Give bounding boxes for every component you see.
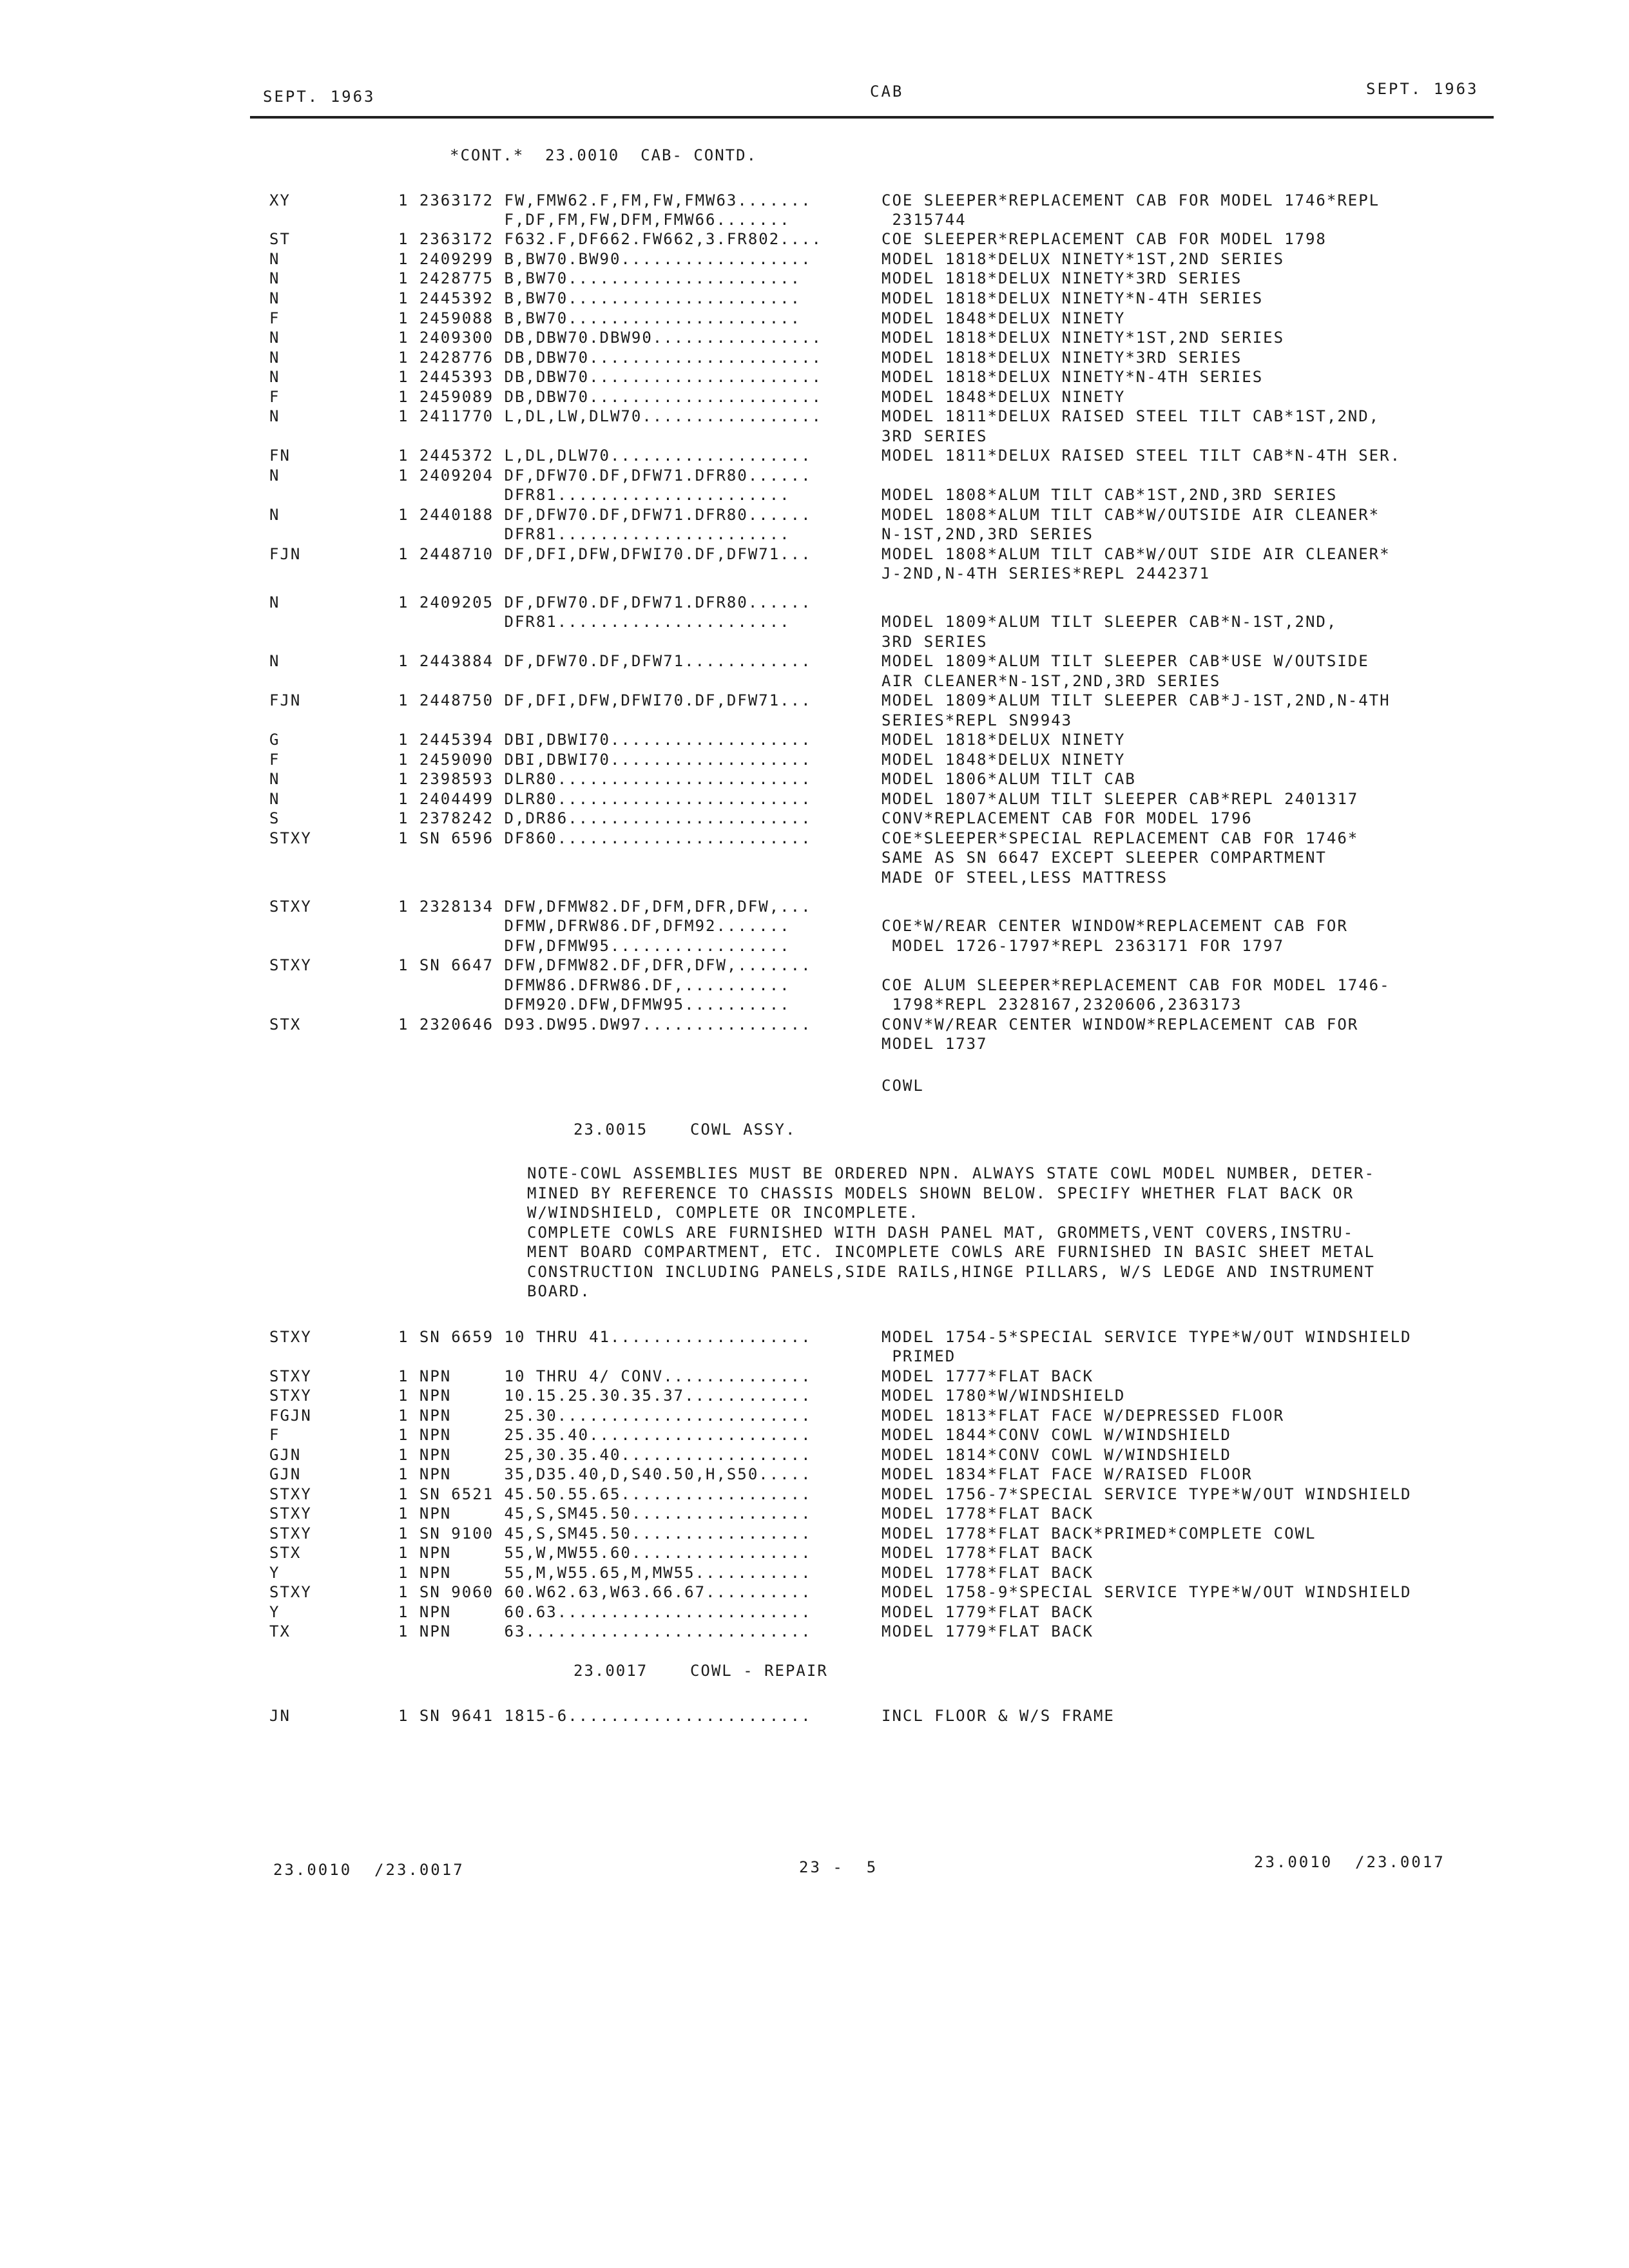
model-code: F — [269, 1426, 280, 1444]
model-code: N — [269, 407, 280, 425]
model-code: XY — [269, 191, 291, 209]
part-description: MODEL 1848*DELUX NINETY — [882, 309, 1126, 327]
part-description: 3RD SERIES — [882, 427, 988, 445]
part-description: MODEL 1807*ALUM TILT SLEEPER CAB*REPL 2401317 — [882, 790, 1359, 808]
model-code: F — [269, 388, 280, 406]
model-code: F — [269, 309, 280, 327]
part-description: MODEL 1778*FLAT BACK — [882, 1504, 1094, 1523]
part-description: MODEL 1779*FLAT BACK — [882, 1622, 1094, 1640]
page-number: 23 - 5 — [799, 1858, 878, 1876]
part-number: 1 NPN 10.15.25.30.35.37............ — [398, 1387, 812, 1405]
part-number: 1 2445393 DB,DBW70...................... — [398, 368, 822, 386]
model-code: F — [269, 751, 280, 769]
part-number: 1 NPN 35,D35.40,D,S40.50,H,S50..... — [398, 1465, 812, 1483]
part-number: 1 2328134 DFW,DFMW82.DF,DFM,DFR,DFW,... — [398, 898, 812, 916]
model-code: N — [269, 770, 280, 788]
part-description: MODEL 1818*DELUX NINETY*1ST,2ND SERIES — [882, 250, 1285, 268]
model-code: ST — [269, 230, 291, 248]
part-number: 1 2320646 D93.DW95.DW97................ — [398, 1015, 812, 1033]
part-number: DFMW86.DFRW86.DF,.......... — [398, 976, 791, 994]
model-code: S — [269, 809, 280, 827]
part-description: MODEL 1811*DELUX RAISED STEEL TILT CAB*1ST,2ND, — [882, 407, 1380, 425]
model-code: N — [269, 289, 280, 307]
part-description: MODEL 1778*FLAT BACK*PRIMED*COMPLETE COWL — [882, 1524, 1316, 1542]
part-number: 1 2459089 DB,DBW70...................... — [398, 388, 822, 406]
section-heading: *CONT.* 23.0010 CAB- CONTD. — [450, 146, 758, 164]
footer-range-right: 23.0010 /23.0017 — [1254, 1853, 1445, 1871]
header-date-left: SEPT. 1963 — [263, 88, 376, 106]
part-description: COE SLEEPER*REPLACEMENT CAB FOR MODEL 1746*REPL — [882, 191, 1380, 209]
part-description: CONV*REPLACEMENT CAB FOR MODEL 1796 — [882, 809, 1253, 827]
part-description: COE*SLEEPER*SPECIAL REPLACEMENT CAB FOR 1746* — [882, 829, 1359, 847]
part-number: 1 NPN 60.63........................ — [398, 1603, 812, 1621]
part-description: COE*W/REAR CENTER WINDOW*REPLACEMENT CAB FOR — [882, 917, 1348, 935]
part-description: MODEL 1737 — [882, 1035, 988, 1053]
part-description: MODEL 1818*DELUX NINETY*3RD SERIES — [882, 349, 1242, 367]
part-description: MODEL 1818*DELUX NINETY*N-4TH SERIES — [882, 289, 1264, 307]
part-description: 1798*REPL 2328167,2320606,2363173 — [882, 995, 1242, 1014]
model-code: STXY — [269, 829, 312, 847]
model-code: STXY — [269, 1367, 312, 1385]
part-number: F,DF,FM,FW,DFM,FMW66....... — [398, 211, 791, 229]
part-description: MADE OF STEEL,LESS MATTRESS — [882, 869, 1168, 887]
part-description: MODEL 1809*ALUM TILT SLEEPER CAB*USE W/OUTSIDE — [882, 652, 1369, 670]
model-code: N — [269, 466, 280, 485]
part-number: 1 2409205 DF,DFW70.DF,DFW71.DFR80...... — [398, 593, 812, 611]
part-description: MODEL 1754-5*SPECIAL SERVICE TYPE*W/OUT WINDSHIELD — [882, 1328, 1412, 1346]
part-description: SERIES*REPL SN9943 — [882, 711, 1073, 729]
part-number: DFR81...................... — [398, 525, 791, 543]
model-code: JN — [269, 1707, 291, 1725]
part-number: 1 2409300 DB,DBW70.DBW90................ — [398, 329, 822, 347]
part-number: 1 NPN 25.30........................ — [398, 1407, 812, 1425]
part-description: MODEL 1778*FLAT BACK — [882, 1544, 1094, 1562]
part-number: 1 2459090 DBI,DBWI70................... — [398, 751, 812, 769]
part-number: DFMW,DFRW86.DF,DFM92....... — [398, 917, 791, 935]
part-number: 1 2445392 B,BW70...................... — [398, 289, 802, 307]
note-line: CONSTRUCTION INCLUDING PANELS,SIDE RAILS,HINGE PILLARS, W/S LEDGE AND INSTRUMENT — [527, 1263, 1375, 1281]
part-number: 1 2409299 B,BW70.BW90.................. — [398, 250, 812, 268]
part-number: 1 2398593 DLR80........................ — [398, 770, 812, 788]
part-number: 1 2409204 DF,DFW70.DF,DFW71.DFR80...... — [398, 466, 812, 485]
part-description: MODEL 1811*DELUX RAISED STEEL TILT CAB*N-4TH SER. — [882, 447, 1402, 465]
part-number: 1 2411770 L,DL,LW,DLW70................. — [398, 407, 822, 425]
part-number: 1 2459088 B,BW70...................... — [398, 309, 802, 327]
part-description: MODEL 1779*FLAT BACK — [882, 1603, 1094, 1621]
note-line: NOTE-COWL ASSEMBLIES MUST BE ORDERED NPN. ALWAYS STATE COWL MODEL NUMBER, DETER- — [527, 1164, 1375, 1182]
part-description: COE ALUM SLEEPER*REPLACEMENT CAB FOR MODEL 1746- — [882, 976, 1391, 994]
model-code: N — [269, 329, 280, 347]
part-description: N-1ST,2ND,3RD SERIES — [882, 525, 1094, 543]
part-number: DFR81...................... — [398, 486, 791, 504]
section-heading: 23.0017 COWL - REPAIR — [574, 1662, 828, 1680]
part-number: 1 SN 6596 DF860........................ — [398, 829, 812, 847]
part-description: MODEL 1848*DELUX NINETY — [882, 751, 1126, 769]
part-number: 1 SN 9060 60.W62.63,W63.66.67.......... — [398, 1583, 812, 1601]
part-description: MODEL 1844*CONV COWL W/WINDSHIELD — [882, 1426, 1231, 1444]
part-description: CONV*W/REAR CENTER WINDOW*REPLACEMENT CAB FOR — [882, 1015, 1359, 1033]
part-number: 1 NPN 63........................... — [398, 1622, 812, 1640]
part-number: 1 SN 9641 1815-6....................... — [398, 1707, 812, 1725]
model-code: N — [269, 269, 280, 287]
model-code: STXY — [269, 1583, 312, 1601]
part-number: 1 2445372 L,DL,DLW70................... — [398, 447, 812, 465]
model-code: STXY — [269, 1485, 312, 1503]
header-section-title: CAB — [870, 82, 904, 101]
part-description: MODEL 1818*DELUX NINETY*3RD SERIES — [882, 269, 1242, 287]
part-description: SAME AS SN 6647 EXCEPT SLEEPER COMPARTMENT — [882, 849, 1327, 867]
model-code: STXY — [269, 1387, 312, 1405]
model-code: Y — [269, 1564, 280, 1582]
part-description: MODEL 1813*FLAT FACE W/DEPRESSED FLOOR — [882, 1407, 1285, 1425]
part-description: AIR CLEANER*N-1ST,2ND,3RD SERIES — [882, 672, 1221, 690]
part-number: 1 NPN 55,M,W55.65,M,MW55........... — [398, 1564, 812, 1582]
note-line: W/WINDSHIELD, COMPLETE OR INCOMPLETE. — [527, 1204, 920, 1222]
model-code: STX — [269, 1544, 302, 1562]
model-code: STXY — [269, 956, 312, 974]
part-number: 1 SN 6647 DFW,DFMW82.DF,DFR,DFW,....... — [398, 956, 812, 974]
note-line: COMPLETE COWLS ARE FURNISHED WITH DASH PANEL MAT, GROMMETS,VENT COVERS,INSTRU- — [527, 1224, 1354, 1242]
part-description: MODEL 1777*FLAT BACK — [882, 1367, 1094, 1385]
part-description: MODEL 1809*ALUM TILT SLEEPER CAB*N-1ST,2ND, — [882, 613, 1338, 631]
part-description: MODEL 1818*DELUX NINETY*N-4TH SERIES — [882, 368, 1264, 386]
part-description: MODEL 1808*ALUM TILT CAB*1ST,2ND,3RD SERIES — [882, 486, 1338, 504]
part-description: COE SLEEPER*REPLACEMENT CAB FOR MODEL 1798 — [882, 230, 1327, 248]
part-description: MODEL 1808*ALUM TILT CAB*W/OUTSIDE AIR CLEANER* — [882, 506, 1380, 524]
part-number: 1 2445394 DBI,DBWI70................... — [398, 731, 812, 749]
model-code: FJN — [269, 691, 302, 709]
part-number: 1 NPN 55,W,MW55.60................. — [398, 1544, 812, 1562]
part-number: DFW,DFMW95................. — [398, 937, 791, 955]
model-code: N — [269, 652, 280, 670]
part-number: 1 2363172 FW,FMW62.F,FM,FW,FMW63....... — [398, 191, 812, 209]
model-code: N — [269, 593, 280, 611]
part-number: 1 NPN 25.35.40..................... — [398, 1426, 812, 1444]
note-line: MINED BY REFERENCE TO CHASSIS MODELS SHOWN BELOW. SPECIFY WHETHER FLAT BACK OR — [527, 1184, 1354, 1202]
part-description: MODEL 1818*DELUX NINETY — [882, 731, 1126, 749]
model-code: GJN — [269, 1446, 302, 1464]
note-line: MENT BOARD COMPARTMENT, ETC. INCOMPLETE COWLS ARE FURNISHED IN BASIC SHEET METAL — [527, 1243, 1375, 1261]
model-code: N — [269, 506, 280, 524]
part-description: MODEL 1808*ALUM TILT CAB*W/OUT SIDE AIR CLEANER* — [882, 545, 1391, 563]
model-code: STXY — [269, 1328, 312, 1346]
part-number: 1 2428776 DB,DBW70...................... — [398, 349, 822, 367]
part-description: MODEL 1758-9*SPECIAL SERVICE TYPE*W/OUT WINDSHIELD — [882, 1583, 1412, 1601]
part-description: PRIMED — [882, 1347, 956, 1365]
part-description: MODEL 1726-1797*REPL 2363171 FOR 1797 — [882, 937, 1285, 955]
section-heading: 23.0015 COWL ASSY. — [574, 1120, 796, 1139]
part-number: 1 NPN 25,30.35.40.................. — [398, 1446, 812, 1464]
part-description: MODEL 1809*ALUM TILT SLEEPER CAB*J-1ST,2ND,N-4TH — [882, 691, 1391, 709]
header-date-right: SEPT. 1963 — [1366, 80, 1479, 98]
part-number: 1 2448710 DF,DFI,DFW,DFWI70.DF,DFW71... — [398, 545, 812, 563]
part-number: DFM920.DFW,DFMW95.......... — [398, 995, 791, 1014]
section-heading: COWL — [882, 1077, 924, 1095]
model-code: FJN — [269, 545, 302, 563]
part-description: MODEL 1806*ALUM TILT CAB — [882, 770, 1136, 788]
footer-range-left: 23.0010 /23.0017 — [273, 1861, 465, 1879]
model-code: N — [269, 250, 280, 268]
model-code: STXY — [269, 1524, 312, 1542]
part-number: 1 2404499 DLR80........................ — [398, 790, 812, 808]
model-code: FGJN — [269, 1407, 312, 1425]
note-line: BOARD. — [527, 1282, 591, 1300]
model-code: Y — [269, 1603, 280, 1621]
model-code: FN — [269, 447, 291, 465]
part-number: 1 NPN 10 THRU 4/ CONV.............. — [398, 1367, 812, 1385]
part-number: 1 2428775 B,BW70...................... — [398, 269, 802, 287]
part-number: 1 2378242 D,DR86....................... — [398, 809, 812, 827]
part-number: DFR81...................... — [398, 613, 791, 631]
part-number: 1 SN 6521 45.50.55.65.................. — [398, 1485, 812, 1503]
part-number: 1 2440188 DF,DFW70.DF,DFW71.DFR80...... — [398, 506, 812, 524]
part-description: MODEL 1780*W/WINDSHIELD — [882, 1387, 1126, 1405]
part-description: MODEL 1814*CONV COWL W/WINDSHIELD — [882, 1446, 1231, 1464]
model-code: N — [269, 368, 280, 386]
part-number: 1 2363172 F632.F,DF662.FW662,3.FR802.... — [398, 230, 822, 248]
model-code: GJN — [269, 1465, 302, 1483]
part-number: 1 SN 6659 10 THRU 41................... — [398, 1328, 812, 1346]
model-code: TX — [269, 1622, 291, 1640]
part-description: 2315744 — [882, 211, 967, 229]
part-description: MODEL 1818*DELUX NINETY*1ST,2ND SERIES — [882, 329, 1285, 347]
model-code: STX — [269, 1015, 302, 1033]
part-number: 1 2448750 DF,DFI,DFW,DFWI70.DF,DFW71... — [398, 691, 812, 709]
part-description: MODEL 1834*FLAT FACE W/RAISED FLOOR — [882, 1465, 1253, 1483]
model-code: N — [269, 349, 280, 367]
model-code: N — [269, 790, 280, 808]
part-number: 1 2443884 DF,DFW70.DF,DFW71............ — [398, 652, 812, 670]
part-description: MODEL 1756-7*SPECIAL SERVICE TYPE*W/OUT WINDSHIELD — [882, 1485, 1412, 1503]
part-number: 1 SN 9100 45,S,SM45.50................. — [398, 1524, 812, 1542]
model-code: G — [269, 731, 280, 749]
part-description: J-2ND,N-4TH SERIES*REPL 2442371 — [882, 564, 1210, 582]
part-description: 3RD SERIES — [882, 633, 988, 651]
model-code: STXY — [269, 1504, 312, 1523]
part-description: MODEL 1778*FLAT BACK — [882, 1564, 1094, 1582]
part-number: 1 NPN 45,S,SM45.50................. — [398, 1504, 812, 1523]
part-description: INCL FLOOR & W/S FRAME — [882, 1707, 1115, 1725]
part-description: MODEL 1848*DELUX NINETY — [882, 388, 1126, 406]
model-code: STXY — [269, 898, 312, 916]
